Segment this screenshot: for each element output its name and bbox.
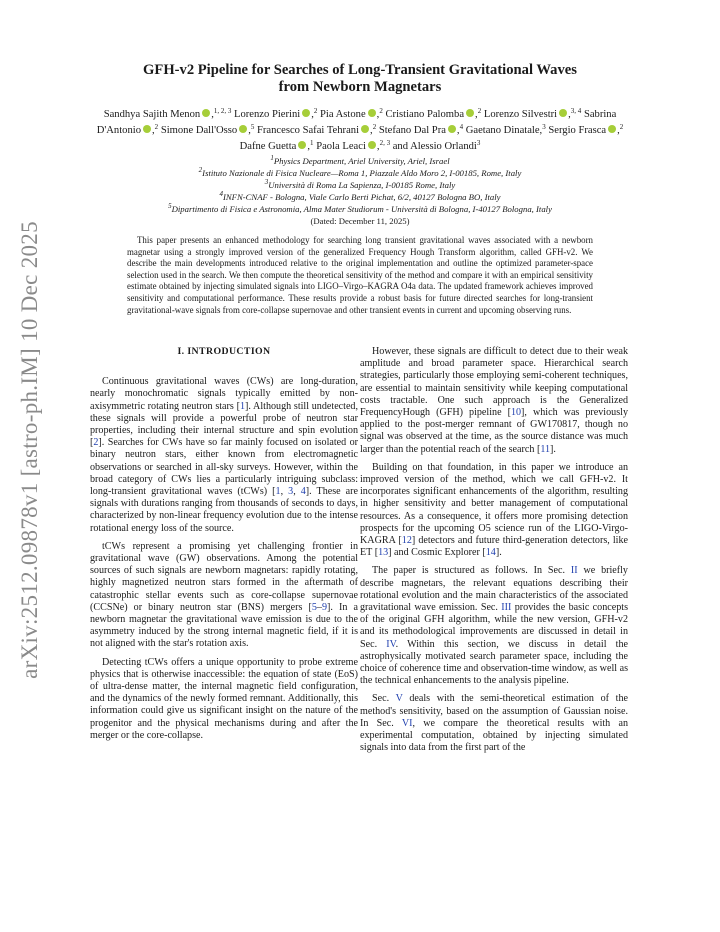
author: Cristiano Palomba ,$^2$ (385, 107, 482, 120)
author: Simone Dall'Osso ,$^5$ (160, 123, 255, 136)
section-link[interactable]: III (501, 602, 512, 614)
paragraph: Detecting tCWs offers a unique opportunity to probe extreme physics that is otherwise inaccessible: the equation of state (EoS) of ultra-dense matter, the internal magnetic field configuration, and the dynamics of the newly formed remnant. Additionally, this information could give us significant insight on the nature of the progenitor and the physical mechanisms during and after the merger or the core-collapse. (90, 656, 358, 741)
author (393, 141, 481, 152)
orcid-icon[interactable] (368, 109, 376, 117)
affiliation-text: Physics Department, Ariel University, Ariel, Israel (273, 156, 450, 166)
author (466, 125, 546, 136)
affiliation-text: INFN-CNAF - Bologna, Viale Carlo Berti Pichat, 6/2, 40127 Bologna BO, Italy (222, 192, 501, 202)
citation-link[interactable]: 5 (311, 601, 317, 613)
author: Stefano Dal Pra ,$^4$ (378, 123, 464, 136)
author: Sergio Frasca ,$^2$ (548, 123, 624, 136)
author-name: Sabrina D'Antonio (96, 109, 617, 136)
title-line-2: from Newborn Magnetars (278, 79, 442, 95)
dated-line: (Dated: December 11, 2025) (310, 216, 410, 226)
affiliation-mark: 5 (168, 202, 172, 210)
author-name: Pia Astone (320, 109, 366, 120)
orcid-icon[interactable] (559, 109, 567, 117)
author-name: Simone Dall'Osso (160, 125, 238, 136)
author-name: Francesco Safai Tehrani (257, 125, 360, 136)
author: Lorenzo Silvestri ,$^{3, 4}$ (483, 107, 582, 120)
author-affiliation-mark: 2 (313, 107, 318, 115)
author-name: Dafne Guetta (239, 141, 297, 152)
author: Pia Astone ,$^2$ (320, 107, 383, 120)
author-name: Lorenzo Pierini (234, 109, 301, 120)
orcid-icon[interactable] (466, 109, 474, 117)
author-affiliation-mark: 3 (476, 139, 481, 147)
author-affiliation-mark: 3, 4 (570, 107, 582, 115)
paragraph: The paper is structured as follows. In Sec. II we briefly describe magnetars, the relevant equations describing their rotational evolution and the main characteristics of the associated gravitational wave emission. Sec. III provides the basic concepts of the original GFH algorithm, while the new version, GFH-v2 and its methodological improvements are discussed in detail in Sec. IV. Within this section, we discuss in detail the astrophysically motivated search parameter space, including the choice of coherence time and observation-time window, as well as the technical enhancements to the analysis pipeline. (360, 565, 628, 687)
author: Francesco Safai Tehrani ,$^2$ (257, 123, 377, 136)
author-name: Lorenzo Silvestri (483, 109, 558, 120)
author-affiliation-mark: 2 (154, 123, 159, 131)
author: Lorenzo Pierini ,$^2$ (234, 107, 318, 120)
author-affiliation-mark: 4 (459, 123, 464, 131)
author-affiliation-mark: 5 (250, 123, 255, 131)
affiliation-mark: 3 (264, 178, 269, 186)
arxiv-sidebar (10, 221, 50, 679)
author-affiliation-mark: 2 (619, 123, 624, 131)
affiliation-mark: 2 (198, 166, 203, 174)
paragraph: Building on that foundation, in this paper we introduce an improved version of the method, which we call GFH-v2. It incorporates significant enhancements of the algorithm, resulting in higher sensitivity and better management of computational resources. As a consequence, it offers more promising detection prospects for the upcoming O5 science run of the LIGO-Virgo-KAGRA [12] detectors and future third-generation detectors, like ET [13] and Cosmic Explorer [14]. (360, 461, 628, 559)
left-column (90, 346, 358, 748)
author-name: Paola Leaci (316, 141, 366, 152)
author-name: Stefano Dal Pra (378, 125, 446, 136)
citation-link[interactable]: 12 (401, 535, 412, 547)
citation-link[interactable]: 10 (510, 407, 522, 419)
affiliation-mark: 4 (219, 190, 223, 198)
affiliation (90, 179, 630, 191)
author-name: Gaetano Dinatale, (465, 125, 543, 136)
section-link[interactable]: IV (386, 638, 396, 650)
author: Paola Leaci ,$^{2, 3}$ (316, 139, 391, 152)
author-affiliation-mark: 2, 3 (379, 139, 391, 147)
abstract: This paper presents an enhanced methodology for searching long transient gravitational waves associated with a newborn magnetar using a strongly improved version of the generalized Frequency Hough Transform algorithm, called GFH-v2. We describe the main developments introduced relative to the original implementation and outline the optimized parameter-space selection used in the search. We then compute the theoretical sensitivity of the method and compare it with an empirical sensitivity estimate obtained by injecting simulated signals into LIGO–Virgo–KAGRA O4a data. The updated framework achieves improved sensitivity and computational performance. These results provide a robust basis for future directed searches for long-transient gravitational-wave signals from core-collapse supernovae and other transient events in current and upcoming observing runs. (127, 235, 593, 315)
author-affiliation-mark: 3 (542, 123, 546, 131)
author-name: Sandhya Sajith Menon (103, 109, 201, 120)
citation-link[interactable]: 11 (540, 443, 551, 455)
author-affiliation-mark: 1, 2, 3 (213, 107, 232, 115)
section-link[interactable]: VI (401, 717, 413, 729)
citation-link[interactable]: 13 (378, 547, 389, 559)
paragraph: tCWs represent a promising yet challenging frontier in gravitational wave (GW) observations. Among the potential sources of such signals are newborn magnetars: rapidly rotating, highly magnetized neutron stars formed in the aftermath of catastrophic stellar events such as core-collapse supernovae (CCSNe) or binary neutron star (BNS) mergers [5–9]. In a newborn magnetar the gravitational wave emission is due to the asymmetry induced by the strong internal magnetic field, if it is not aligned with the star's rotation axis. (90, 540, 358, 650)
author-name: Cristiano Palomba (385, 109, 465, 120)
author-list (90, 107, 630, 155)
citation-link[interactable]: 1 (239, 400, 245, 412)
author-name: and Alessio Orlandi (392, 141, 477, 152)
author-affiliation-mark: 2 (379, 107, 383, 115)
orcid-icon[interactable] (143, 125, 151, 133)
affiliation (90, 203, 630, 215)
orcid-icon[interactable] (239, 125, 247, 133)
orcid-icon[interactable] (361, 125, 369, 133)
citation-link[interactable]: 3 (288, 486, 294, 498)
affiliation (90, 167, 630, 179)
affiliations (90, 155, 630, 227)
paragraph: Continuous gravitational waves (CWs) are long-duration, nearly monochromatic signals typically emitted by non-axisymmetric rotating neutron stars [1]. Although still undetected, these signals will provide a powerful probe of neutron star properties, including their internal structure and spin evolution [2]. Searches for CWs have so far mainly focused on isolated or binary neutron stars, either known from electromagnetic observations or searched in all-sky surveys. However, within the broad category of CWs lies a particularly intriguing subclass: long-transient gravitational waves (tCWs) [1, 3, 4]. These are signals with durations ranging from thousands of seconds to days, characterized by non-linear frequency evolution due to the intense rotational energy loss of the source. (90, 376, 359, 534)
paragraph: However, these signals are difficult to detect due to their weak amplitude and broad parameter space. Hierarchical search strategies, particularly those employing semi-coherent techniques, are essential to maintain sensitivity while keeping computational costs tractable. One such approach is the Generalized FrequencyHough (GFH) pipeline [10], which was previously applied to the post-merger remnant of GW170817, though no signal was observed at the time, as the source distance was much larger than the potential reach of the search [11]. (360, 346, 628, 455)
title-line-1: GFH-v2 Pipeline for Searches of Long-Transient Gravitational Waves (143, 62, 577, 78)
citation-link[interactable]: 1 (275, 486, 281, 498)
right-column (360, 346, 628, 761)
citation-link[interactable]: 14 (485, 547, 496, 559)
orcid-icon[interactable] (202, 109, 210, 117)
affiliation-text: Università di Roma La Sapienza, I-00185 Rome, Italy (268, 180, 456, 190)
author: Sandhya Sajith Menon ,$^{1, 2, 3}$ (103, 107, 232, 120)
paragraph: Sec. V deals with the semi-theoretical estimation of the method's sensitivity, based on the assumption of Gaussian noise. In Sec. VI, we compare the theoretical results with an experimental computation, obtained by injecting simulated signals into data from the first part of the (360, 693, 628, 754)
citation-link[interactable]: 2 (93, 437, 99, 449)
section-heading: I. INTRODUCTION (177, 346, 271, 357)
citation-link[interactable]: 4 (300, 486, 306, 498)
paper-title (100, 62, 620, 96)
author: Sabrina D'Antonio ,$^2$ (96, 109, 617, 136)
orcid-icon[interactable] (608, 125, 616, 133)
arxiv-identifier: arXiv:2512.09878v1 [astro-ph.IM] 10 Dec 2025 (17, 221, 42, 679)
affiliation-text: Dipartimento di Fisica e Astronomia, Alma Mater Studiorum - Università di Bologna, I-40127 Bologna, Italy (171, 204, 552, 214)
author-affiliation-mark: 2 (477, 107, 482, 115)
author-affiliation-mark: 2 (372, 123, 377, 131)
orcid-icon[interactable] (298, 141, 306, 149)
author-name: Sergio Frasca (548, 125, 607, 136)
orcid-icon[interactable] (302, 109, 310, 117)
citation-link[interactable]: 9 (321, 601, 328, 613)
affiliation (90, 155, 630, 167)
orcid-icon[interactable] (448, 125, 456, 133)
section-link[interactable]: V (395, 693, 403, 705)
section-link[interactable]: II (570, 565, 578, 577)
author: Dafne Guetta ,$^1$ (239, 139, 314, 152)
author-affiliation-mark: 1 (310, 139, 314, 147)
affiliation-text: Istituto Nazionale di Fisica Nucleare—Roma 1, Piazzale Aldo Moro 2, I-00185, Rome, Italy (202, 168, 522, 178)
affiliation-mark: 1 (270, 154, 274, 162)
orcid-icon[interactable] (368, 141, 376, 149)
